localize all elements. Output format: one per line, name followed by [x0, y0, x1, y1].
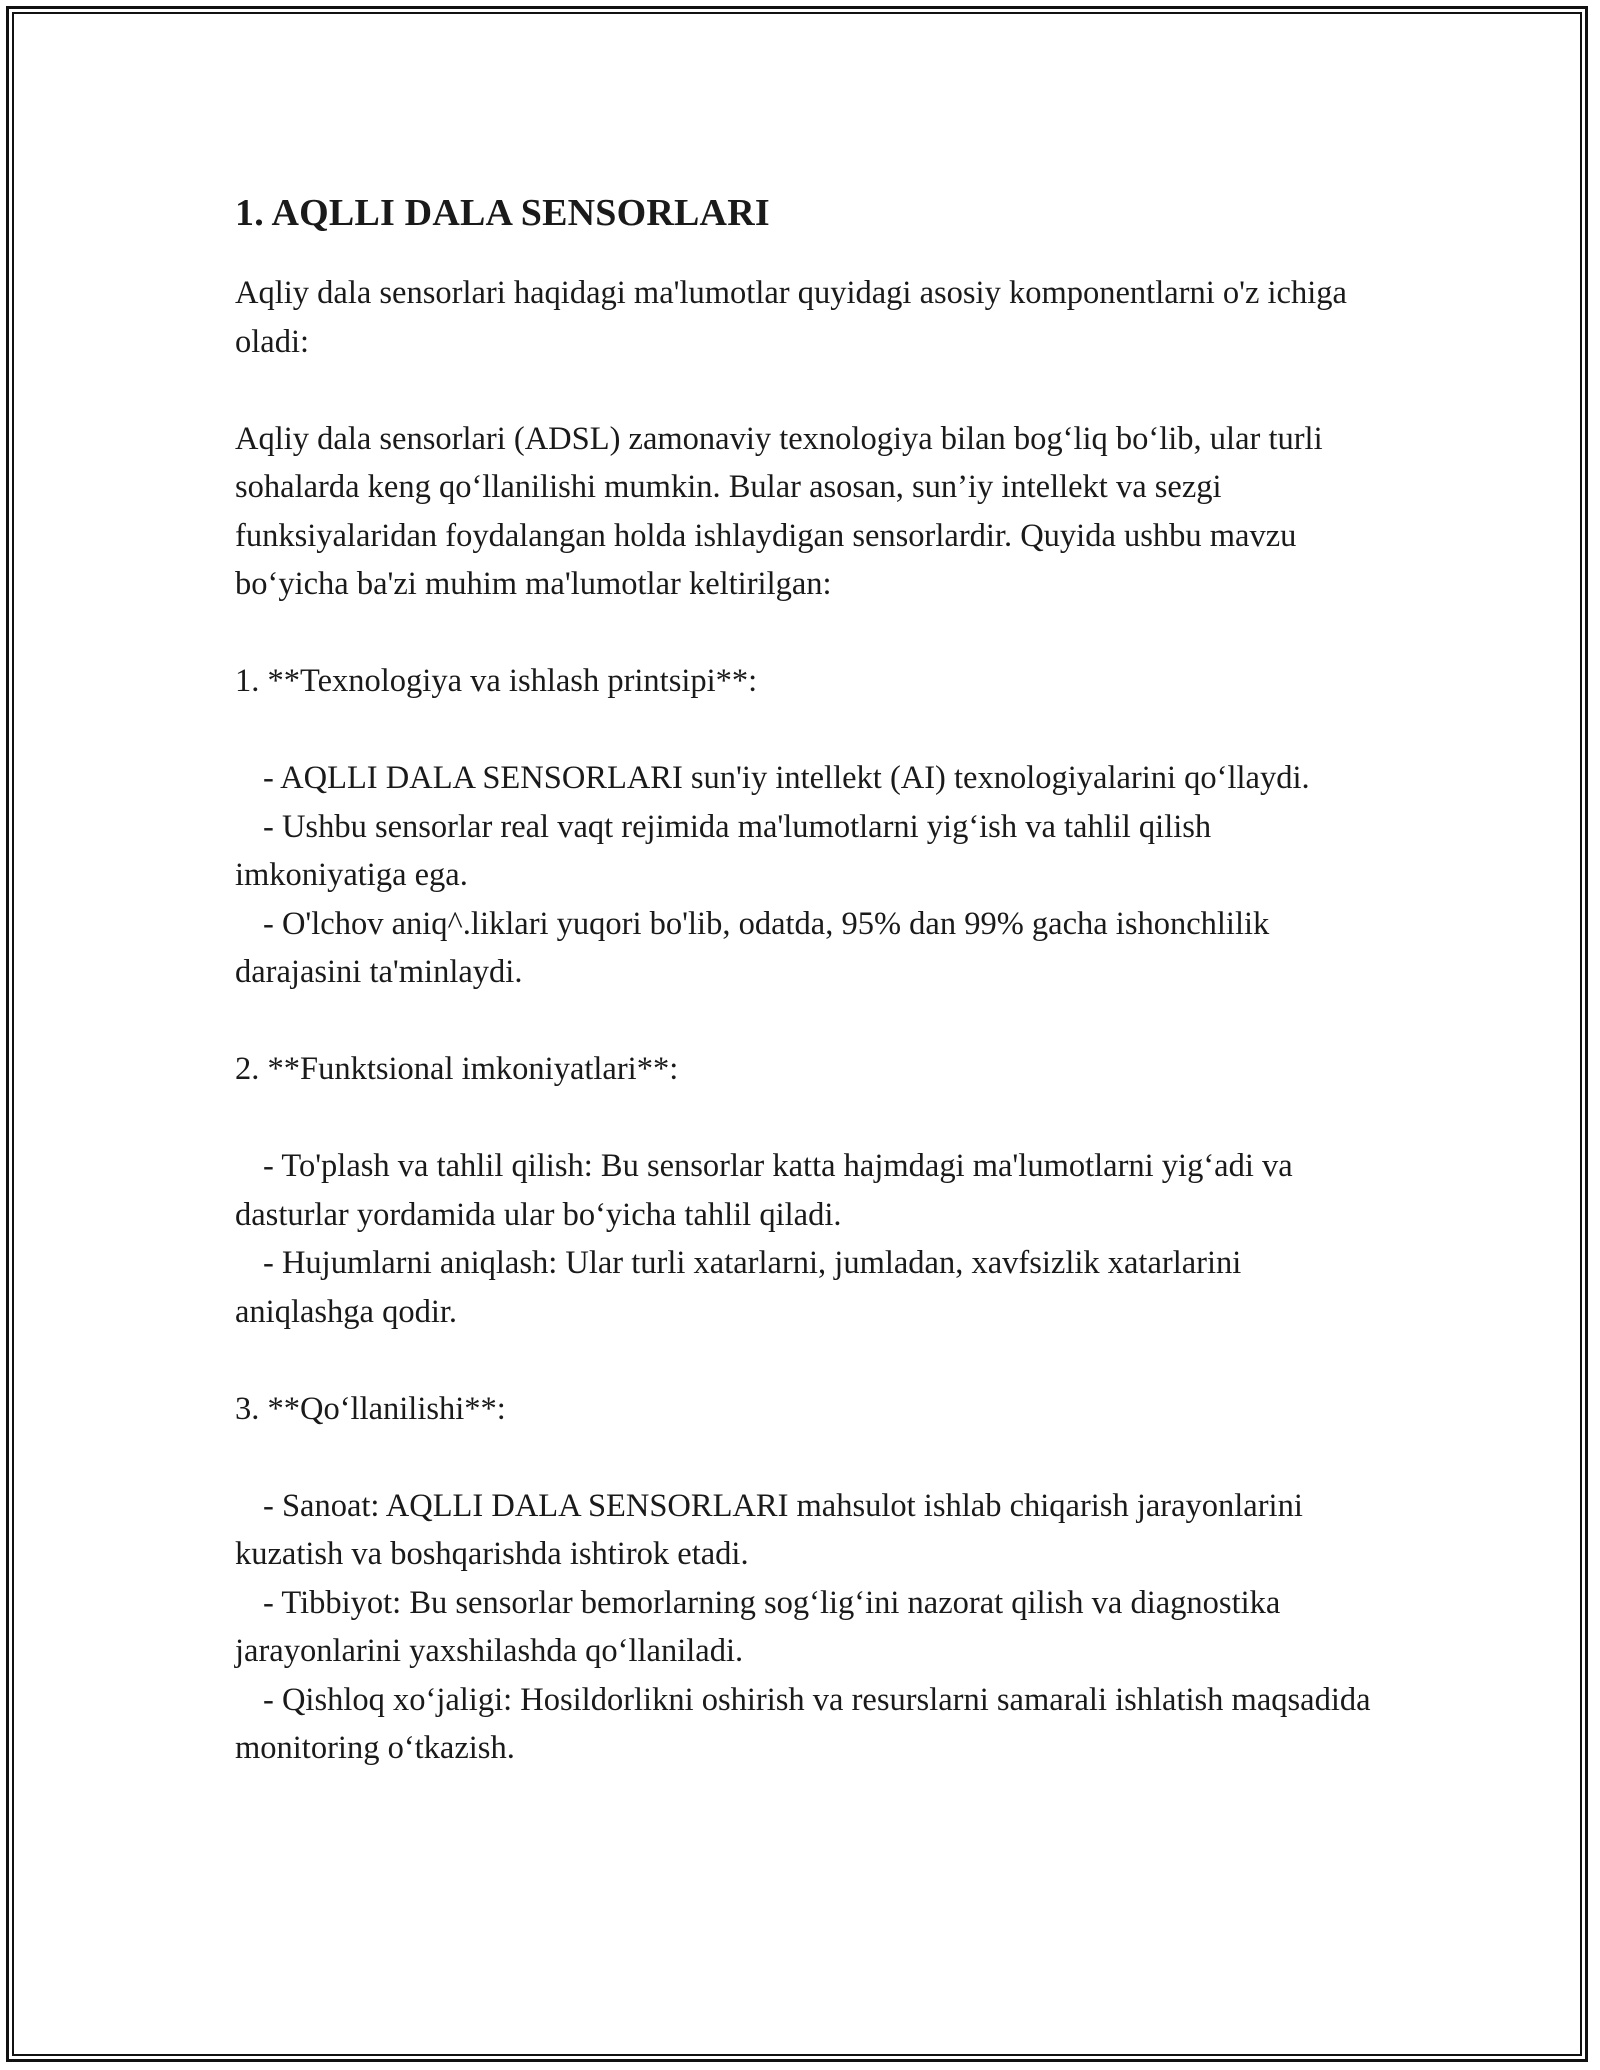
spacer — [235, 366, 1375, 415]
list-item: - Ushbu sensorlar real vaqt rejimida ma'lumotlarni yig‘ish va tahlil qilish imkoniyatiga ega. — [235, 808, 1212, 893]
section-heading: 2. **Funktsional imkoniyatlari**: — [235, 1051, 679, 1087]
document-body — [235, 185, 1375, 1773]
list-item: - To'plash va tahlil qilish: Bu sensorlar katta hajmdagi ma'lumotlarni yig‘adi va dasturlar yordamida ular bo‘yicha tahlil qiladi. — [235, 1148, 1293, 1233]
document-title: 1. AQLLI DALA SENSORLARI — [235, 192, 770, 234]
spacer — [235, 1336, 1375, 1385]
spacer — [235, 1094, 1375, 1143]
list-item: - Tibbiyot: Bu sensorlar bemorlarning sog‘lig‘ini nazorat qilish va diagnostika jarayonlarini yaxshilashda qo‘llaniladi. — [235, 1584, 1281, 1669]
list-item: - AQLLI DALA SENSORLARI sun'iy intellekt (AI) texnologiyalarini qo‘llaydi. — [263, 760, 1310, 796]
list-item: - Qishloq xo‘jaligi: Hosildorlikni oshirish va resurslarni samarali ishlatish maqsadida monitoring o‘tkazish. — [235, 1681, 1371, 1766]
intro-paragraph: Aqliy dala sensorlari haqidagi ma'lumotlar quyidagi asosiy komponentlarni o'z ichiga oladi: — [235, 275, 1347, 360]
spacer — [235, 706, 1375, 755]
spacer — [235, 997, 1375, 1046]
section-heading: 1. **Texnologiya va ishlash printsipi**: — [235, 663, 758, 699]
list-item: - O'lchov aniq^.liklari yuqori bo'lib, odatda, 95% dan 99% gacha ishonchlilik darajasini ta'minlaydi. — [235, 905, 1270, 990]
spacer — [235, 609, 1375, 658]
overview-paragraph: Aqliy dala sensorlari (ADSL) zamonaviy texnologiya bilan bog‘liq bo‘lib, ular turli sohalarda keng qo‘llanilishi mumkin. Bular asosan, sun’iy intellekt va sezgi funksiyalaridan foydalangan holda ishlaydigan sensorlardir. Quyida ushbu mavzu bo‘yicha ba'zi muhim ma'lumotlar keltirilgan: — [235, 420, 1323, 602]
list-item: - Hujumlarni aniqlash: Ular turli xatarlarni, jumladan, xavfsizlik xatarlarini aniqlashga qodir. — [235, 1245, 1242, 1330]
section-heading: 3. **Qo‘llanilishi**: — [235, 1390, 506, 1427]
spacer — [235, 1433, 1375, 1482]
list-item: - Sanoat: AQLLI DALA SENSORLARI mahsulot ishlab chiqarish jarayonlarini kuzatish va boshqarishda ishtirok etadi. — [235, 1487, 1303, 1572]
